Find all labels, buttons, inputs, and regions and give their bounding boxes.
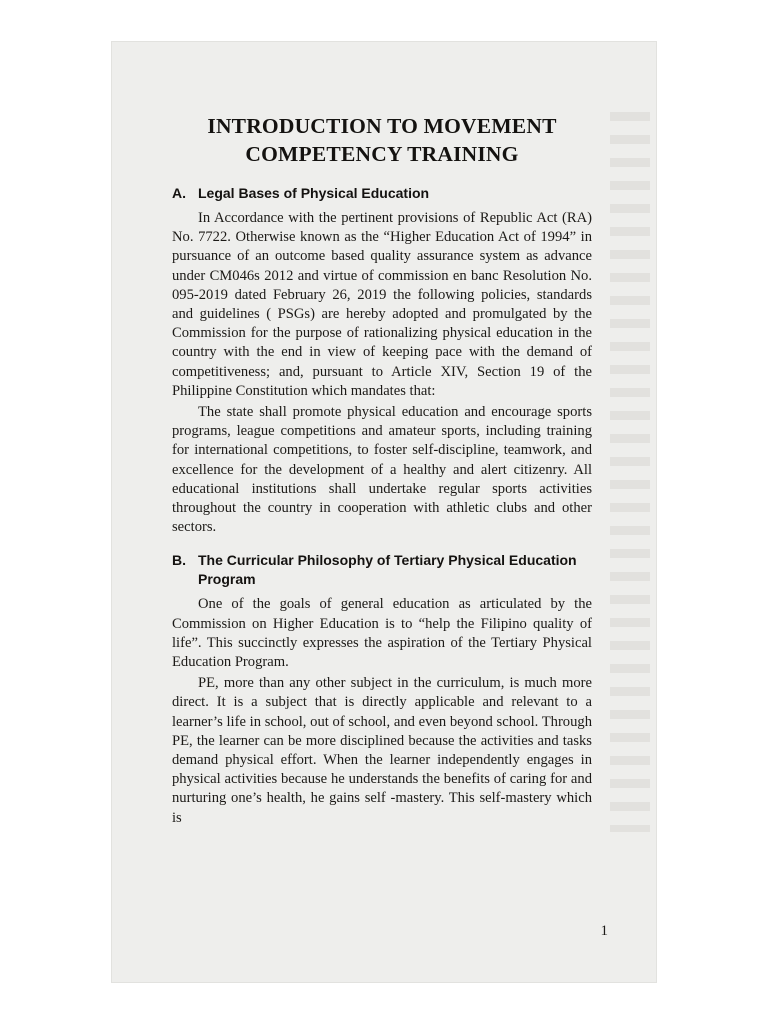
paragraph: In Accordance with the pertinent provisions of Republic Act (RA) No. 7722. Otherwise known as the “Higher Education Act of 1994” in pursuance of an outcome based quality assurance system as advance under CM046s 2012 and virtue of commission en banc Resolution No. 095-2019 dated February 26, 2019 the following policies, standards and guidelines ( PSGs) are hereby adopted and promulgated by the Commission for the purpose of rationalizing physical education in the country with the end in view of keeping pace with the demand of competitiveness; and, pursuant to Article XIV, Section 19 of the Philippine Constitution which mandates that: (172, 210, 592, 399)
section-heading-text: Legal Bases of Physical Education (198, 185, 430, 201)
page-number: 1 (600, 923, 608, 939)
paragraph: The state shall promote physical education and encourage sports programs, league competitions and amateur sports, including training for international competitions, to foster self-discipline, teamwork, and excellence for the development of a healthy and alert citizenry. All educational institutions shall undertake regular sports activities throughout the country in cooperation with athletic clubs and other sectors. (172, 404, 592, 536)
section-heading-b (172, 551, 592, 589)
section-legal-bases (172, 184, 592, 537)
paragraph: One of the goals of general education as articulated by the Commission on Higher Education is to “help the Filipino quality of life”. This succinctly expresses the aspiration of the Tertiary Physical Education Program. (172, 596, 592, 671)
section-heading-text: The Curricular Philosophy of Tertiary Physical Education Program (198, 552, 577, 588)
paragraph: PE, more than any other subject in the curriculum, is much more direct. It is a subject that is directly applicable and relevant to a learner’s life in school, out of school, and even beyond school. Through PE, the learner can be more disciplined because the activities and tasks demand physical effort. When the learner independently engages in physical activities because he understands the benefits of caring for and nurturing one’s health, he gains self -mastery. This self-mastery which is (172, 675, 592, 826)
chapter-title-line-2: COMPETENCY TRAINING (245, 142, 519, 166)
book-page (112, 42, 656, 982)
bleed-through-shadow (610, 112, 650, 832)
chapter-title (172, 112, 592, 168)
section-curricular-philosophy (172, 551, 592, 827)
chapter-title-line-1: INTRODUCTION TO MOVEMENT (207, 114, 557, 138)
section-letter: A. (172, 185, 186, 201)
page-content (172, 112, 592, 830)
section-letter: B. (172, 552, 186, 569)
section-heading-a (172, 184, 592, 203)
